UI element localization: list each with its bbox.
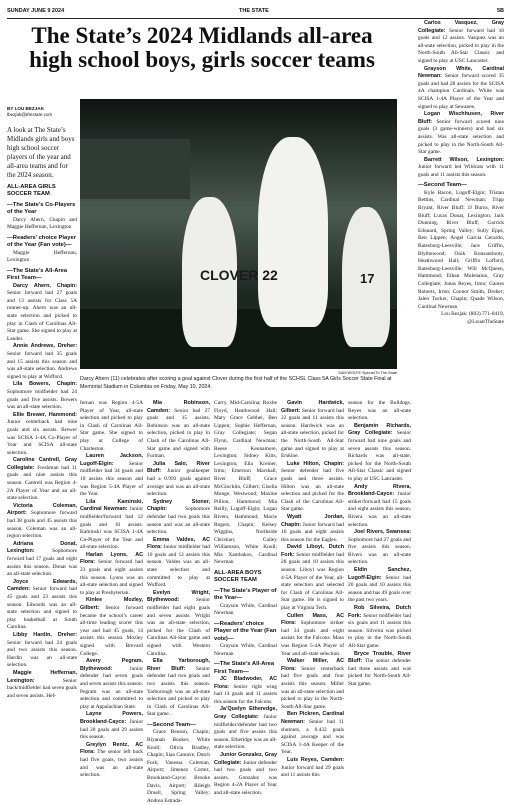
player-entry <box>147 658 210 719</box>
player-name: Walker Miller, AC Flora: <box>281 658 344 672</box>
player-name: Layne Powers, Brookland-Cayce: <box>80 711 143 725</box>
player-text: Junior defender had seven goals and seven assists this season. Pegram was an all-state selection and committed to play at Appalachian State. <box>80 665 143 710</box>
player-text: Junior forward had 29 goals and 11 assists this <box>281 764 344 779</box>
intro-paragraph: A look at The State’s Midlands girls and boys high school soccer players of the year and all-area teams and for the 2024 season. <box>7 126 75 179</box>
player-text: Junior centerback had nine goals and six assists. Brewer was SCISA 1-4A Co-Player of Year and SCISA all-state selection. <box>7 419 77 456</box>
player-entry <box>7 670 77 700</box>
player-entry <box>7 283 77 344</box>
player-name: Joyce Edwards, Camden: <box>7 578 77 593</box>
player-entry <box>348 651 411 689</box>
player-entry <box>147 499 210 537</box>
player-entry <box>281 757 344 780</box>
coplayers-text: Darcy Ahern, Chapin and Maggie Heffernan, Lexington <box>7 216 77 231</box>
player-name: Maggie Heffernan, Lexington: <box>7 669 77 684</box>
second-team-label: —Second Team— <box>418 182 467 189</box>
article-column-7 <box>418 20 504 743</box>
soccer-photo <box>80 99 397 369</box>
player-entry <box>7 541 77 579</box>
player-name: Ja’Quelyn Etheredge, Gray Collegiate: <box>214 706 277 721</box>
article-column-2 <box>80 400 143 779</box>
player-name: Harlan Lyons, AC Flora: <box>80 551 143 566</box>
author-contact: Lou Bezjak: (803) 771-8419, @LouatTheState <box>441 311 504 325</box>
player-text: Senior forward had 35 goals and 15 assists this season and was all-state selection. Andrews signed to play at Wofford. <box>7 350 77 380</box>
player-entry <box>418 20 504 66</box>
player-name: Lila Bowers, Chapin: <box>13 381 77 388</box>
page-header <box>7 4 504 19</box>
photo-credit: SAM WOLFE Special To The State <box>338 371 397 375</box>
player-name: Emma Valdes, AC Flora: <box>147 536 210 551</box>
player-entry <box>7 579 77 632</box>
player-text: Senior had 27 goals and 15 assists. Robinson was an all-state selection, picked to play in Clash of the Carolinas All-Star game and signed with Furman. <box>147 407 210 460</box>
player-entry <box>418 157 504 180</box>
player-name: Ella Yarborough, River Bluff: <box>147 658 210 672</box>
player-entry <box>418 111 504 157</box>
player-entry <box>147 400 210 461</box>
player-entry <box>348 423 411 484</box>
player-text: Sophomore defender had two goals this season and was an all-state selection. <box>147 506 210 536</box>
player-entry <box>80 453 143 499</box>
player-entry <box>147 461 210 499</box>
article-column-4 <box>214 400 277 796</box>
player-name: Ellie Brewer, Hammond: <box>13 411 77 418</box>
player-text: Junior striker/forward had 15 goals and eight assists this season. Rivera was an all-state selection. <box>348 491 411 528</box>
player-name: David Liboyi, Dutch Fork: <box>281 544 344 558</box>
player-entry <box>7 412 77 458</box>
player-name: Lila Kaminski, Cardinal Newman: <box>80 498 143 513</box>
continued-text: fernan was Region 4-5A Player of Year, all-state selection and picked to play in Clash of Carolinas All-Star game. She signed to play at College of Charleston. <box>80 400 143 452</box>
player-name: Annie Andrews, Dreher: <box>13 343 77 350</box>
player-text: Junior forward had 16 goals and eight assists this season for the Eagles. <box>281 521 344 543</box>
player-name: Lauren Jackson, Lugoff-Elgin: <box>80 453 143 467</box>
first-team-label: —The State’s All-Area First Team— <box>214 661 275 675</box>
player-name: Caroline Cantrell, Gray Collegiate: <box>7 457 77 471</box>
player-entry <box>281 461 344 514</box>
player-text: Sophomore forward had 38 goals and 45 assists this season. Coleman was an all-region selection. <box>7 510 77 540</box>
player-text: Senior had 20 goals and 10 assists this season and has 49 goals over the past two years. <box>348 574 411 604</box>
player-text: Senior midfielder had 34 goals and 10 assists this season and was Region 5-4A Player of the Year. <box>80 460 143 498</box>
second-team-list: Grace Benson, Chapin; Riyanah Booker, White Knoll; Olivia Bradley, Chapin; Sian Cantave, Dutch Fork; Vanessa Coleman, Airport; Jimenez Cortez, Brookland-Cayce; Brooke Davis, Airport; Rileigh Druell, Spring Valley; Andrea Estrada- <box>147 729 210 804</box>
player-name: Rob Silveira, Dutch Fork: <box>348 605 411 619</box>
section-header-boys: ALL-AREA BOYS SOCCER TEAM <box>214 570 262 584</box>
byline-name: BY LOU BEZJAK <box>7 106 44 111</box>
player-name: JC Bladwoder, AC Flora: <box>214 676 277 690</box>
player-entry <box>7 632 77 670</box>
player-text: Senior forward scored 35 goals and had 28 assists for the SCISA 4A champion Cardinals. White was SCISA 1-4A Player of the Year and signed to play at Sewanee. <box>418 73 504 110</box>
player-name: Luis Reyes, Camden: <box>287 756 344 763</box>
article-column-3 <box>147 400 210 804</box>
readers-choice-text: Grayson White, Cardinal Newman <box>214 643 277 657</box>
player-entry <box>281 514 344 544</box>
player-text: Senior forward had 45 goals and 23 assists this season. Edwards was an all-state selection and signed to play basketball at South Carolina. <box>7 586 77 631</box>
player-name: Kinlee Mozley, Gilbert: <box>80 597 143 612</box>
player-entry <box>281 613 344 659</box>
player-entry <box>80 597 143 658</box>
player-name: Mia Robinson, Camden: <box>147 400 210 414</box>
player-name: Ben Pickren, Cardinal Newman: <box>281 711 344 725</box>
player-entry <box>281 711 344 757</box>
player-entry <box>214 752 277 798</box>
player-name: Joel Rivers, Swansea: <box>354 529 411 536</box>
player-text: Senior forward had nine goals and seven assists this season. Richards was all-state, picked for the North-South All-Star Classic and signed to play at USC Lancaster. <box>348 430 411 482</box>
player-text: Senior had 11 shutouts, a 0.432 goals against average and was SCISA 1-4A Keeper of the Year. <box>281 718 344 756</box>
player-of-year-label: —The State’s Player of the Year— <box>214 587 277 602</box>
player-text: Senior forward had 24 goals and two assists this season. Hardin was an all-state selection. <box>7 639 77 669</box>
jersey-text-left: CLOVER 22 <box>200 267 278 283</box>
player-text: Sophomore midfielder had 24 goals and five assists. Bowers was an all-state selection. <box>7 388 77 411</box>
player-text: Junior midfielder had 10 goals and 12 assists this season. Valdes was an all-state selection and committed to play at Wofford. <box>147 544 210 589</box>
player-entry <box>348 529 411 567</box>
player-entry <box>348 484 411 530</box>
player-text: Senior centerback had five goals and four assists this season. Miller was an all-state selection and picked to play in the North-South All-Star game. <box>281 665 344 710</box>
player-text: Junior midfielder/defender had two goals and five assists this season. Etheridge was an all-state selection. <box>214 714 277 751</box>
player-text: Freshman had 11 goals and nine assists this season. Cantrell was Region 4-2A Player of Year and an all-state selection. <box>7 464 77 502</box>
headline: The State’s 2024 Midlands all-area high school boys, girls soccer teams <box>29 23 375 72</box>
player-name: Julia Salo, River Bluff: <box>147 460 210 475</box>
player-text: Senior midfielder had six goals and 11 assists this season. Silveira was picked to play in the North-South All-Star game. <box>348 612 411 649</box>
player-text: Junior had 20 goals and 29 assists this season. <box>80 718 143 741</box>
player-text: Sophomore forward had 17 goals and eight assists this season. Donat was an all-state selection. <box>7 548 77 578</box>
first-team-label: —The State’s All-Area First Team— <box>7 267 68 282</box>
byline-email: lbezjak@thestate.com <box>7 112 53 117</box>
player-of-year-text: Grayson White, Cardinal Newman <box>214 602 277 617</box>
player-name: Adriana Donat, Lexington: <box>7 540 77 555</box>
player-text: Senior midfielder had 28 goals and 10 assists this season. Liboyi was Region 4-5A Player of the Year, all-state selection and selected for Clash of Carolinas All-Star game. He is signed to play at Virginia Tech. <box>281 551 344 612</box>
player-text: Senior defender had two goals and two assists this season. Yarborough was an all-state selection and picked to play in Clash of Carolinas All-Star game. <box>147 665 210 718</box>
continued-text: Curry, Mid-Carolina; Roxbe Floyd, Heathwood Hall; Mary Grace Gebhel, Ben Lippen; Sophie Heffernan, Gray Collegiate; Segan Flynn, Cardinal Newman; Reese Kennamore, Lexington; Sidney Kitts, Lexington; Ella Kreiner, Irmo; Emerson Marshall, River Bluff; Grace McGlocklin, Gilbert; Gisella Monge, Westwood; Maxine Pillion, Hammond; Mia Reilly, Lugoff-Elgin; Logan Rivers, Hammond; Macie Rogers, Chapin; Kelsey Wiggins, Northside Christian; Cailey Williamson, White Knoll; Mia Xanthakos, Cardinal Newman <box>214 400 277 566</box>
player-entry <box>281 658 344 711</box>
player-entry <box>80 499 143 552</box>
header-date: SUNDAY JUNE 9 2024 <box>7 8 65 14</box>
player-text: Senior forward had 22 goals and 11 assists this season. Hardwick was an all-state selection, picked for the North-South All-Star game and signed to play at Erskine. <box>281 407 344 460</box>
player-text: The senior defender had three assists and was picked for North-South All-Star game. <box>348 658 411 687</box>
player-text: Junior forward led Wildcats with 11 goals and 11 assists this season. <box>418 164 504 178</box>
continued-text: season for the Bulldogs. Reyes was an all-state selection. <box>348 400 411 422</box>
photo-player-celebrating <box>258 137 328 327</box>
player-name: Wyatt Jordan, Chapin: <box>281 513 344 528</box>
section-header-girls: ALL-AREA GIRLS SOCCER TEAM <box>7 184 56 198</box>
player-entry <box>80 658 143 711</box>
player-entry <box>214 676 277 706</box>
jersey-text-right: 17 <box>360 271 375 286</box>
player-text: Senior midfielder had eight goals and seven assists. Wright was an all-state selection, picked for the Clash of Carolinas All-Star game and signed with Western Carolina. <box>147 597 210 657</box>
player-entry <box>214 706 277 752</box>
player-text: Senior forward had 23 goals and eight assists this season. Lyons was an all-state selection and signed to play at Presbyterian. <box>80 559 143 596</box>
player-name: Junior Gonzalez, Gray Collegiate: <box>214 752 277 766</box>
player-name: Darcy Ahern, Chapin: <box>13 282 77 289</box>
photo-caption: Darcy Ahern (11) celebrates after scoring a goal against Clover during the first half of the SCHSL Class 5A Girls Soccer State Final at Memorial Stadium in Columbia on Friday, May 10, 2024. <box>80 376 392 390</box>
player-name: Benjamin Richards, Gray Collegiate: <box>348 422 411 437</box>
second-team-label: —Second Team— <box>147 721 196 728</box>
player-entry <box>7 343 77 381</box>
second-team-list: Kyle Bacon, Lugoff-Elgin; Tristan Bettins, Cardinal Newman; Tripp Bryant, River Bluff; JJ Burns, River Bluff; Lucas Donat, Lexington; Jack Dunning, River Bluff; Garrick Edouard, Spring Valley; Sully Epps, Ben Lippen; Angel Garcia Gerardo, Batesburg-Leesville; Jace Griffin, Blythewood; Onik Konsantinoty, Heathwood Hall; Griffin Lofford, Batesburg-Leesville; Will McQueen, Hammond; Ethan Molenaino, Gray Collegiate; Jonas Reyes, Irmo; Gaines Roberts, Irmo; Connor Smith, Dreher; Jalen Tucker, Chapin; Quade Wilson, Cardinal Newman <box>418 189 504 310</box>
article-column-6 <box>348 400 411 743</box>
player-name: Logan Wischhusen, River Bluff: <box>418 111 504 125</box>
player-entry <box>80 742 143 780</box>
player-text: Sophomore striker had 34 goals and eight assists for the Falcons. Mass was Region 5-4A Player of Year and all-state selection. <box>281 620 344 657</box>
player-text: Senior forward had 27 goals and 13 assists for Class 5A runner-up. Ahern was an all-state selection and picked to play in Clash of Carolinas All-Star game. She signed to play at Lander. <box>7 290 77 342</box>
header-page-number: 5B <box>496 8 504 14</box>
article-column-1 <box>7 126 77 743</box>
player-name: Bryce Trouble, River Bluff: <box>348 650 411 665</box>
coplayers-label: —The State’s Co-Players of the Year <box>7 201 76 216</box>
player-entry <box>7 457 77 503</box>
readers-choice-label: —Readers’ choice Player of the Year (Fan vote)— <box>214 620 277 642</box>
player-entry <box>80 711 143 741</box>
player-name: Victoria Coleman, Airport: <box>7 502 77 517</box>
byline <box>7 106 77 118</box>
readers-choice-label: —Readers’ choice Player of the Year (Fan vote)— <box>7 234 76 249</box>
player-entry <box>348 605 411 651</box>
player-text: Junior goalkeeper had a 0.993 goals against average and was an all-state selection. <box>147 468 210 498</box>
player-entry <box>147 590 210 658</box>
player-name: Eldin Sanchez, Lugoff-Elgin: <box>348 567 411 581</box>
player-text: Senior right wing had 14 goals and 11 assists this season for the Falcons. <box>214 683 277 705</box>
player-name: Gavin Hardwick, Gilbert: <box>281 400 344 414</box>
player-entry <box>7 503 77 541</box>
player-text: Junior defender had two goals and two assists. Gonzalez was Region 4-2A Player of Year and all-state selection. <box>214 759 277 796</box>
player-name: Cullen Mass, AC Flora: <box>281 612 344 627</box>
player-text: The senior left back had five goals, two assists and was an all-state selection. <box>80 749 143 779</box>
player-entry <box>281 544 344 612</box>
header-section: THE STATE <box>239 8 269 14</box>
player-name: Sydney Stoner, Chapin: <box>147 498 210 513</box>
player-entry <box>80 552 143 598</box>
readers-choice-text: Maggie Heffernan, Lexington <box>7 249 77 264</box>
article-column-5 <box>281 400 344 779</box>
player-name: Avery Pegram, Blythewood: <box>80 658 143 672</box>
player-name: Andy Rivera, Brookland-Cayce: <box>348 483 411 498</box>
player-name: Grayson White, Cardinal Newman: <box>418 65 504 80</box>
player-text: Junior midfielder/forward had 12 goals and 10 assists. Kaminski was SCISA 1-4A Co-Player of the Year and all-state selection. <box>80 506 143 551</box>
player-name: Evelyn Wright, Blythewood: <box>147 589 210 604</box>
player-text: Senior forward became the school’s career all-time leading scorer this year and had 45 goals, 14 assists this season. Mozley signed with Brevard College. <box>80 605 143 657</box>
player-name: Greylyn Rentz, AC Flora: <box>80 741 143 756</box>
player-text: Senior forward scored nine goals (3 game-winners) and had six assists. Was all-state selection and picked to play in the North-South All-Star game. <box>418 118 504 156</box>
player-name: Carlos Vasquez, Gray Collegiate: <box>418 20 504 34</box>
player-text: Senior defender had five goals and three assists. Hilton was an all-state selection and picked for the Clash of the Carolinas All-Star game. <box>281 468 344 513</box>
player-entry <box>348 567 411 605</box>
player-name: Barrett Wilson, Lexington: <box>424 156 504 163</box>
player-entry <box>418 66 504 112</box>
player-text: Sophomore had 27 goals and five assists this season. Rivers was an all-state selection. <box>348 536 411 566</box>
player-entry <box>147 537 210 590</box>
player-entry <box>281 400 344 461</box>
player-name: Luke Hilton, Chapin: <box>287 460 344 467</box>
player-text: Senior back/midfielder had seven goals and seven assists. Hef- <box>7 677 77 699</box>
player-text: Senior forward had 18 goals and 12 assists. Vasquez was an all-state selection, picked to play in the North-South All-Star Classic and signed to play at USC Lancaster. <box>418 27 504 64</box>
player-entry <box>7 381 77 411</box>
player-name: Libby Hardin, Dreher: <box>13 631 77 638</box>
photo-background-scoreboard <box>80 139 190 199</box>
